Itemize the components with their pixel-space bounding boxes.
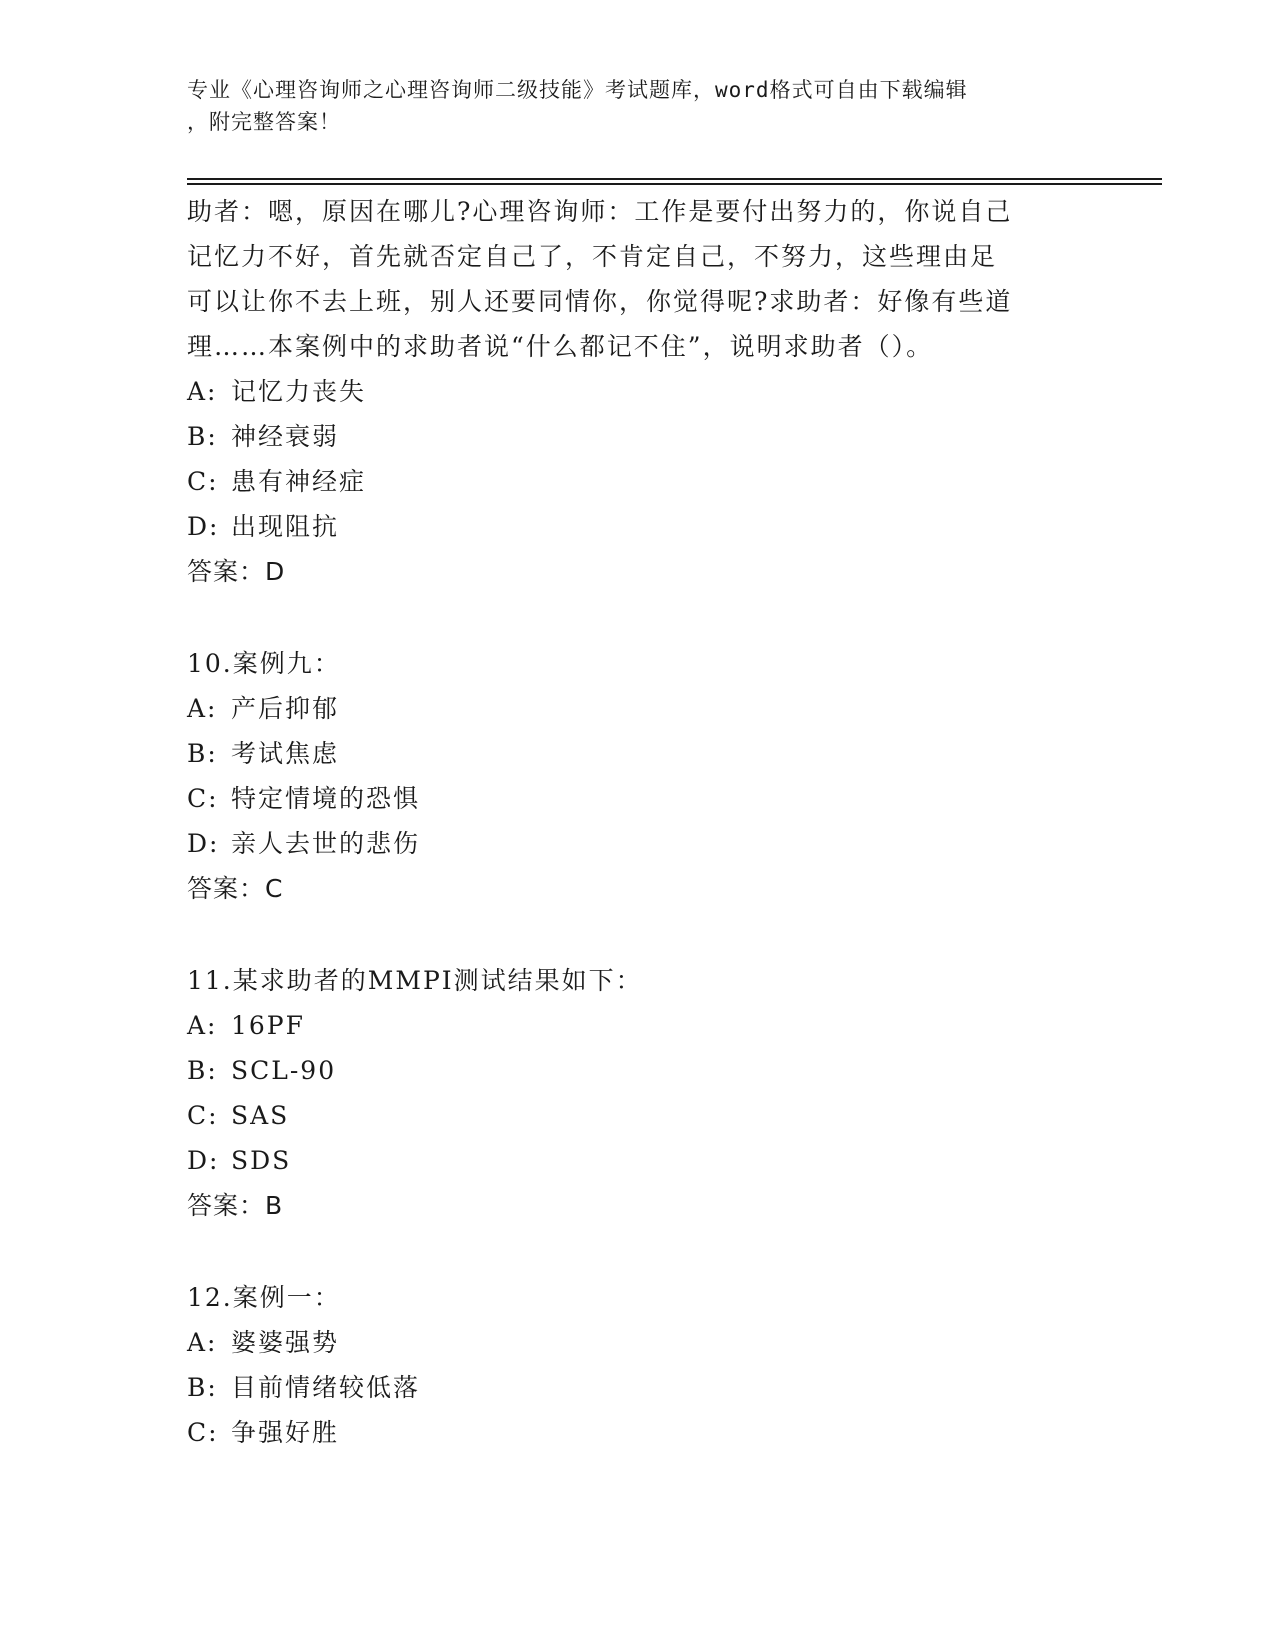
option-a xyxy=(187,686,1087,731)
option-letter: C: xyxy=(187,467,219,496)
option-letter: A: xyxy=(187,1011,218,1040)
header-double-rule xyxy=(187,178,1162,185)
option-text: 考试焦虑 xyxy=(231,739,340,768)
option-text: 产后抑郁 xyxy=(231,694,340,723)
option-d xyxy=(187,504,1087,549)
option-letter: A: xyxy=(187,377,218,406)
header-line-2: ，附完整答案！ xyxy=(187,110,341,134)
option-letter: C: xyxy=(187,1418,219,1447)
option-letter: B: xyxy=(187,422,218,451)
question-stem: 10.案例九： xyxy=(187,649,341,678)
option-text: SCL-90 xyxy=(231,1056,337,1085)
option-c xyxy=(187,1093,1087,1138)
option-d xyxy=(187,821,1087,866)
option-letter: D: xyxy=(187,829,220,858)
option-letter: B: xyxy=(187,739,218,768)
page-header xyxy=(187,74,1067,138)
stem-line: 理……本案例中的求助者说“什么都记不住”，说明求助者（）。 xyxy=(187,332,934,361)
question-stem: 12.案例一： xyxy=(187,1283,341,1312)
option-b xyxy=(187,731,1087,776)
option-letter: B: xyxy=(187,1056,218,1085)
option-a xyxy=(187,369,1087,414)
option-c xyxy=(187,459,1087,504)
option-letter: A: xyxy=(187,694,218,723)
question-10 xyxy=(187,641,1087,911)
option-text: 特定情境的恐惧 xyxy=(231,784,421,813)
question-continued xyxy=(187,189,1087,594)
answer-line: 答案：B xyxy=(187,1191,284,1220)
stem-line: 助者：嗯，原因在哪儿?心理咨询师：工作是要付出努力的，你说自己 xyxy=(187,197,1013,226)
stem-line: 记忆力不好，首先就否定自己了，不肯定自己，不努力，这些理由足 xyxy=(187,242,998,271)
option-letter: D: xyxy=(187,512,220,541)
spacer xyxy=(187,911,1087,958)
option-letter: C: xyxy=(187,1101,219,1130)
option-text: 记忆力丧失 xyxy=(231,377,367,406)
option-letter: B: xyxy=(187,1373,218,1402)
option-letter: A: xyxy=(187,1328,218,1357)
option-text: SAS xyxy=(231,1101,290,1130)
option-text: 患有神经症 xyxy=(231,467,367,496)
option-text: 婆婆强势 xyxy=(231,1328,340,1357)
question-11 xyxy=(187,958,1087,1228)
option-b xyxy=(187,414,1087,459)
question-stem: 11.某求助者的MMPI测试结果如下： xyxy=(187,966,643,995)
answer-line: 答案：D xyxy=(187,557,286,586)
option-a xyxy=(187,1320,1087,1365)
spacer xyxy=(187,594,1087,641)
option-b xyxy=(187,1048,1087,1093)
option-text: 16PF xyxy=(231,1011,305,1040)
question-content xyxy=(187,189,1087,1455)
option-text: SDS xyxy=(231,1146,292,1175)
spacer xyxy=(187,1228,1087,1275)
option-c xyxy=(187,1410,1087,1455)
option-d xyxy=(187,1138,1087,1183)
option-c xyxy=(187,776,1087,821)
option-text: 出现阻抗 xyxy=(231,512,340,541)
option-text: 亲人去世的悲伤 xyxy=(231,829,421,858)
answer-line: 答案：C xyxy=(187,874,284,903)
option-text: 目前情绪较低落 xyxy=(231,1373,421,1402)
option-letter: D: xyxy=(187,1146,220,1175)
option-b xyxy=(187,1365,1087,1410)
option-text: 神经衰弱 xyxy=(231,422,340,451)
header-line-1: 专业《心理咨询师之心理咨询师二级技能》考试题库，word格式可自由下载编辑 xyxy=(187,78,968,102)
stem-line: 可以让你不去上班，别人还要同情你，你觉得呢?求助者：好像有些道 xyxy=(187,287,1013,316)
option-a xyxy=(187,1003,1087,1048)
question-12 xyxy=(187,1275,1087,1455)
option-text: 争强好胜 xyxy=(231,1418,340,1447)
option-letter: C: xyxy=(187,784,219,813)
